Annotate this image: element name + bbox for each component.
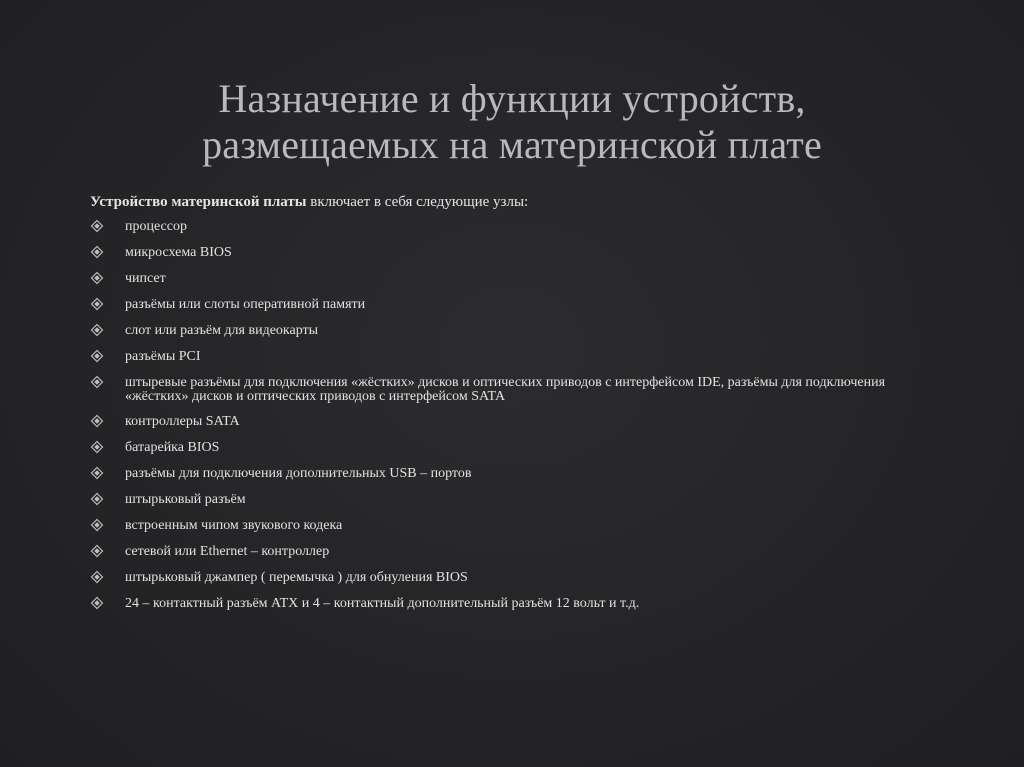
- diamond-bullet-icon: [90, 492, 104, 506]
- list-item: [90, 465, 920, 491]
- diamond-bullet-icon: [90, 440, 104, 454]
- list-item: [90, 491, 920, 517]
- diamond-bullet-icon: [90, 297, 104, 311]
- list-item: [90, 244, 920, 270]
- list-item-text: 24 – контактный разъём ATX и 4 – контактный дополнительный разъём 12 вольт и т.д.: [125, 596, 640, 611]
- intro-rest: включает в себя следующие узлы:: [306, 194, 529, 210]
- list-item-text: штырьковый разъём: [125, 492, 246, 507]
- list-item: [90, 439, 920, 465]
- list-item: [90, 218, 920, 244]
- diamond-bullet-icon: [90, 570, 104, 584]
- list-item-text: слот или разъём для видеокарты: [125, 323, 319, 338]
- bullet-list: [90, 218, 920, 621]
- diamond-bullet-icon: [90, 375, 104, 389]
- list-item-text: встроенным чипом звукового кодека: [125, 518, 343, 533]
- intro-bold: Устройство материнской платы: [90, 194, 307, 210]
- diamond-bullet-icon: [90, 271, 104, 285]
- slide-title-line-2: размещаемых на материнской плате: [202, 122, 822, 167]
- list-item-text: разъёмы или слоты оперативной памяти: [125, 297, 366, 312]
- diamond-bullet-icon: [90, 466, 104, 480]
- list-item: [90, 374, 920, 413]
- diamond-bullet-icon: [90, 596, 104, 610]
- list-item: [90, 296, 920, 322]
- list-item-text: чипсет: [125, 271, 166, 286]
- list-item-text: разъёмы для подключения дополнительных USB – портов: [125, 466, 472, 481]
- diamond-bullet-icon: [90, 245, 104, 259]
- list-item-text: штырьковый джампер ( перемычка ) для обнуления BIOS: [125, 570, 468, 585]
- list-item-text: микросхема BIOS: [125, 245, 232, 260]
- diamond-bullet-icon: [90, 219, 104, 233]
- list-item-text: разъёмы PCI: [125, 349, 201, 364]
- diamond-bullet-icon: [90, 349, 104, 363]
- intro-text: [90, 193, 950, 212]
- diamond-bullet-icon: [90, 323, 104, 337]
- list-item-text: контроллеры SATA: [125, 414, 240, 429]
- list-item: [90, 270, 920, 296]
- diamond-bullet-icon: [90, 518, 104, 532]
- list-item: [90, 595, 920, 621]
- diamond-bullet-icon: [90, 544, 104, 558]
- slide-title: [62, 76, 962, 168]
- list-item: [90, 413, 920, 439]
- slide-title-line-1: Назначение и функции устройств,: [218, 76, 806, 121]
- list-item: [90, 543, 920, 569]
- list-item: [90, 348, 920, 374]
- list-item-text: процессор: [125, 219, 187, 234]
- list-item: [90, 569, 920, 595]
- diamond-bullet-icon: [90, 414, 104, 428]
- list-item: [90, 322, 920, 348]
- list-item-text: штыревые разъёмы для подключения «жёстких» дисков и оптических приводов с интерфейсом IDE, разъёмы для подключения «жёстких» дисков и оптических приводов с интерфейсом SATA: [125, 375, 886, 404]
- list-item: [90, 517, 920, 543]
- list-item-text: батарейка BIOS: [125, 440, 220, 455]
- list-item-text: сетевой или Ethernet – контроллер: [125, 544, 330, 559]
